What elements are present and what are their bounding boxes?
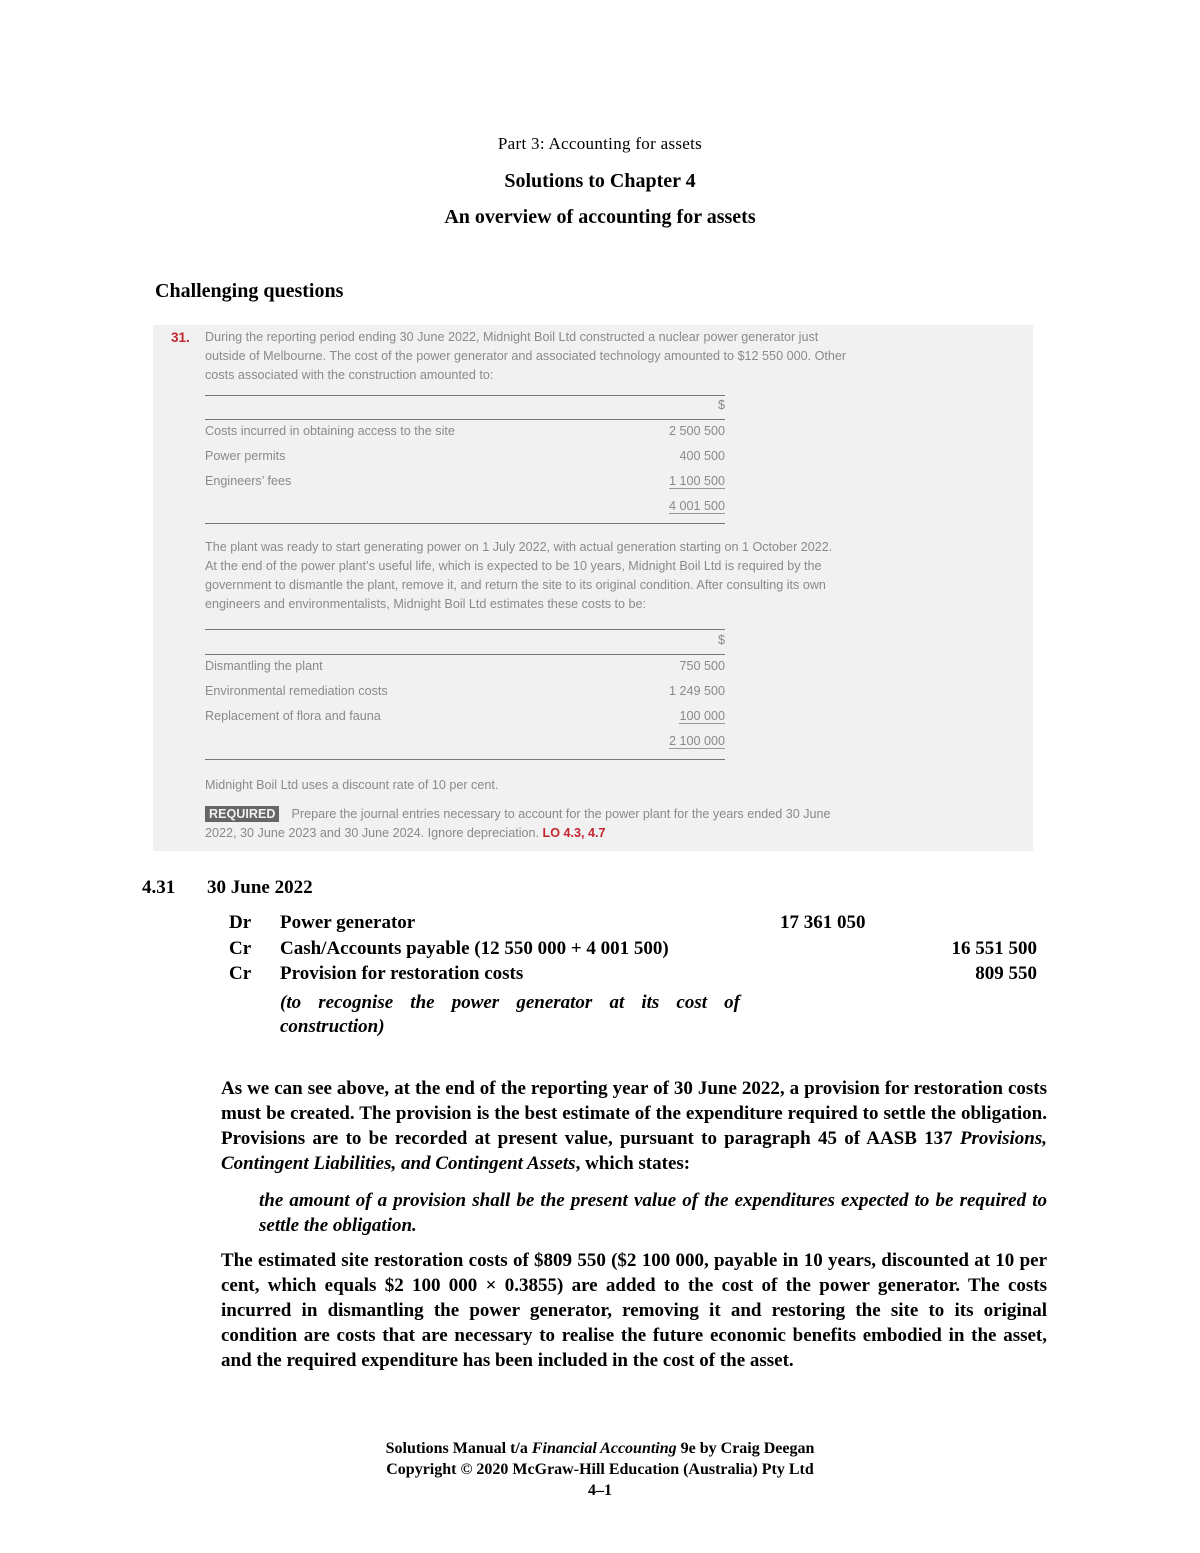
learning-objectives: LO 4.3, 4.7	[542, 826, 606, 840]
entry-description: Power generator	[280, 912, 416, 933]
table-total-row	[205, 499, 725, 519]
credit-amount: 16 551 500	[951, 938, 1037, 959]
question-intro-line: costs associated with the construction amounted to:	[205, 368, 494, 382]
part-title: Part 3: Accounting for assets	[497, 134, 703, 153]
row-label: Replacement of flora and fauna	[205, 709, 381, 723]
row-label: Power permits	[205, 449, 286, 463]
table-row	[205, 474, 725, 494]
question-intro-line: outside of Melbourne. The cost of the power generator and associated technology amounted to $12 550 000. Other	[205, 349, 847, 363]
table-row	[205, 449, 725, 469]
narration-line: (to recognise the power generator at its cost of	[280, 992, 740, 1013]
row-label: Environmental remediation costs	[205, 684, 388, 698]
currency-header: $	[717, 398, 725, 412]
row-value: 1 249 500	[668, 684, 725, 698]
row-value: 400 500	[679, 449, 725, 463]
question-box	[153, 325, 1033, 851]
table-row	[205, 684, 725, 704]
chapter-title: Solutions to Chapter 4	[504, 170, 696, 192]
row-value: 750 500	[679, 659, 725, 673]
entry-code: Cr	[229, 938, 252, 959]
question-intro-line: During the reporting period ending 30 June 2022, Midnight Boil Ltd constructed a nuclear power generator just	[205, 330, 819, 344]
entry-narration	[280, 991, 740, 1039]
table-row	[205, 424, 725, 444]
question-middle-line: government to dismantle the plant, remove it, and return the site to its original condition. After consulting its own	[205, 578, 826, 592]
entry-description: Cash/Accounts payable (12 550 000 + 4 001 500)	[280, 938, 669, 959]
page-number: 4–1	[588, 1482, 612, 1499]
question-number: 31.	[171, 330, 190, 345]
table-row	[205, 659, 725, 679]
entry-description: Provision for restoration costs	[280, 963, 524, 984]
required-badge: REQUIRED	[205, 806, 279, 822]
book-title: Financial Accounting	[531, 1440, 677, 1457]
answer-number: 4.31	[142, 877, 176, 898]
required-instruction	[205, 805, 995, 843]
row-label: Engineers’ fees	[205, 474, 292, 488]
table-total-row	[205, 734, 725, 754]
table-row	[205, 709, 725, 729]
required-text: 2022, 30 June 2023 and 30 June 2024. Ignore depreciation.	[205, 826, 540, 840]
row-value: 100 000	[679, 709, 725, 723]
paragraph-text: As we can see above, at the end of the reporting year of 30 June 2022, a provision for restoration costs must be created. The provision is the best estimate of the expenditure required to settle the obligation. Provisions are to be recorded at present value, pursuant to paragraph 45 of AASB 137	[221, 1078, 1047, 1149]
question-middle-line: engineers and environmentalists, Midnight Boil Ltd estimates these costs to be:	[205, 597, 647, 611]
answer-date: 30 June 2022	[207, 877, 313, 898]
credit-amount: 809 550	[975, 963, 1037, 984]
chapter-subtitle: An overview of accounting for assets	[444, 206, 756, 228]
required-text: Prepare the journal entries necessary to account for the power plant for the years ended 30 June	[291, 807, 831, 821]
debit-amount: 17 361 050	[780, 912, 866, 933]
discount-rate-line: Midnight Boil Ltd uses a discount rate of 10 per cent.	[205, 778, 499, 792]
currency-header: $	[717, 633, 725, 647]
question-middle	[205, 538, 985, 614]
footer-line	[0, 1440, 1200, 1458]
row-value: 2 500 500	[668, 424, 725, 438]
entry-code: Cr	[229, 963, 252, 984]
row-value: 1 100 500	[668, 474, 725, 488]
row-label: Dismantling the plant	[205, 659, 323, 673]
footer-text: 9e by Craig Deegan	[676, 1440, 815, 1457]
question-middle-line: The plant was ready to start generating power on 1 July 2022, with actual generation starting on 1 October 2022.	[205, 540, 833, 554]
entry-code: Dr	[229, 912, 252, 933]
standard-title: Provisions, Contingent Liabilities, and Contingent Assets	[221, 1128, 1047, 1174]
total-value: 2 100 000	[668, 734, 725, 748]
question-middle-line: At the end of the power plant’s useful life, which is expected to be 10 years, Midnight Boil Ltd is required by the	[205, 559, 822, 573]
explanation-paragraph	[221, 1076, 1047, 1176]
total-value: 4 001 500	[668, 499, 725, 513]
paragraph-text: , which states:	[575, 1153, 691, 1174]
narration-line: construction)	[280, 1016, 385, 1037]
standard-quote: the amount of a provision shall be the present value of the expenditures expected to be required to settle the obligation.	[259, 1190, 1047, 1236]
section-heading: Challenging questions	[155, 280, 344, 302]
copyright-line: Copyright © 2020 McGraw-Hill Education (Australia) Pty Ltd	[386, 1461, 814, 1478]
row-label: Costs incurred in obtaining access to the site	[205, 424, 455, 438]
footer-text: Solutions Manual t/a	[385, 1440, 532, 1457]
question-intro	[205, 328, 985, 385]
explanation-paragraph: The estimated site restoration costs of $809 550 ($2 100 000, payable in 10 years, discounted at 10 per cent, which equals $2 100 000 × 0.3855) are added to the cost of the power generator. The costs incurred in dismantling the power generator, removing it and restoring the site to its original condition are costs that are necessary to realise the future economic benefits embodied in the asset, and the required expenditure has been included in the cost of the asset.	[221, 1250, 1047, 1371]
